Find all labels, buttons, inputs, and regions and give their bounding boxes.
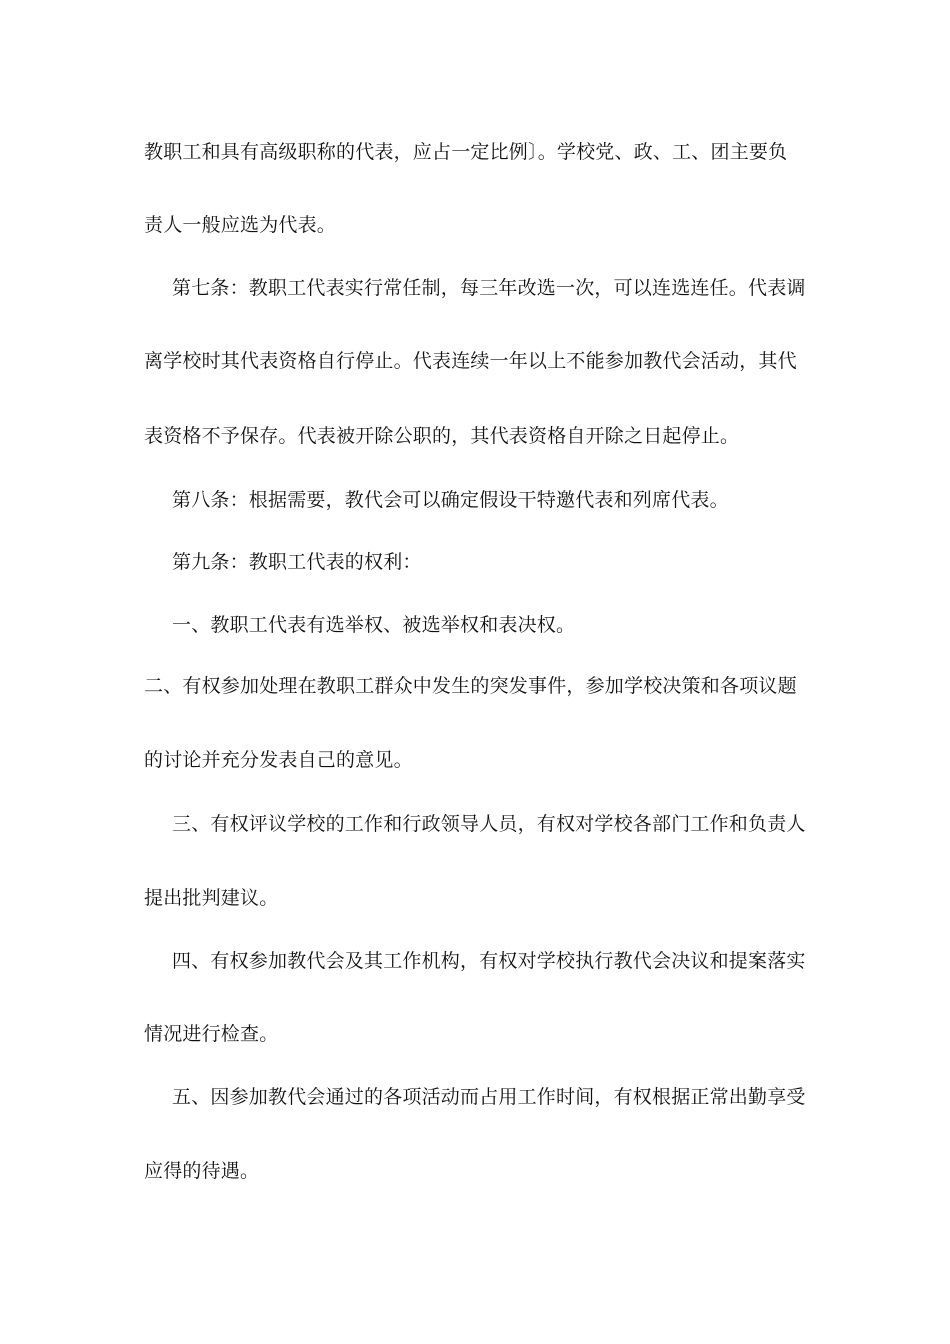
text-line: 二、有权参加处理在教职工群众中发生的突发事件，参加学校决策和各项议题 <box>144 675 797 697</box>
text-line: 五、因参加教代会通过的各项活动而占用工作时间，有权根据正常出勤享受 <box>172 1086 806 1108</box>
text-line: 提出批判建议。 <box>144 887 279 909</box>
text-line: 三、有权评议学校的工作和行政领导人员，有权对学校各部门工作和负责人 <box>172 813 806 835</box>
text-line: 情况进行检查。 <box>144 1023 279 1045</box>
text-line: 教职工和具有高级职称的代表，应占一定比例〕。学校党、政、工、团主要负 <box>144 141 788 163</box>
text-line: 应得的待遇。 <box>144 1160 260 1182</box>
text-line: 责人一般应选为代表。 <box>144 214 337 236</box>
text-line: 第八条：根据需要，教代会可以确定假设干特邀代表和列席代表。 <box>172 489 729 511</box>
text-line: 第九条：教职工代表的权利： <box>172 551 422 573</box>
text-line: 四、有权参加教代会及其工作机构，有权对学校执行教代会决议和提案落实 <box>172 950 806 972</box>
text-line: 一、教职工代表有选举权、被选举权和表决权。 <box>172 614 576 636</box>
text-line: 第七条：教职工代表实行常任制，每三年改选一次，可以连选连任。代表调 <box>172 277 806 299</box>
text-line: 表资格不予保存。代表被开除公职的，其代表资格自开除之日起停止。 <box>144 425 740 447</box>
text-line: 的讨论并充分发表自己的意见。 <box>144 749 413 771</box>
text-line: 离学校时其代表资格自行停止。代表连续一年以上不能参加教代会活动，其代 <box>144 350 797 372</box>
